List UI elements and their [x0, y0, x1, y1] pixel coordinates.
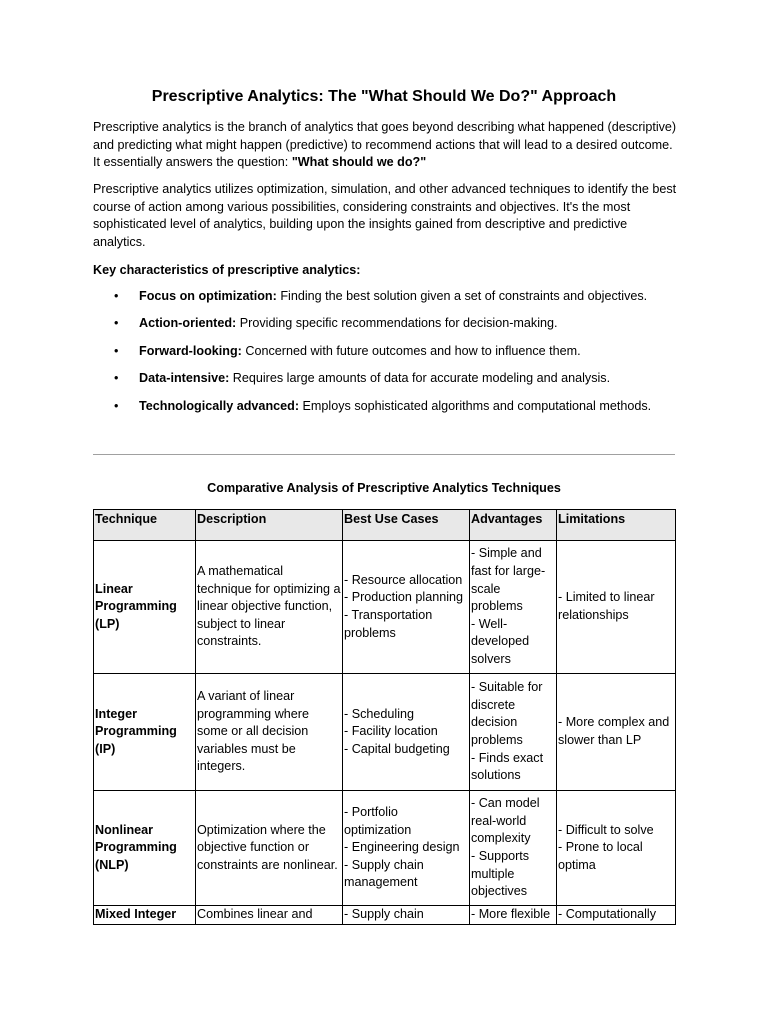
document-title: Prescriptive Analytics: The "What Should We Do?" Approach	[151, 88, 617, 105]
bullet-icon: •	[114, 343, 119, 358]
characteristic-label: Technologically advanced:	[139, 398, 300, 413]
header-use-cases: Best Use Cases	[343, 510, 470, 541]
technique-cell: Linear Programming (LP)	[94, 541, 196, 674]
characteristic-label: Forward-looking:	[139, 343, 242, 358]
description-cell: Combines linear and	[196, 906, 343, 925]
bullet-icon: •	[114, 398, 119, 413]
use-cases-cell	[343, 791, 470, 906]
techniques-table	[93, 509, 676, 925]
header-description: Description	[196, 510, 343, 541]
bullet-icon: •	[114, 289, 119, 303]
description-cell: Optimization where the objective function or constraints are nonlinear.	[196, 791, 343, 906]
cell-line: - Prone to local optima	[558, 840, 643, 872]
limitations-cell	[557, 906, 676, 925]
cell-line: - More complex and slower than LP	[558, 715, 670, 747]
characteristic-text: Concerned with future outcomes and how to influence them.	[241, 343, 581, 358]
cell-line: - Simple and fast for large-scale problems	[471, 546, 546, 614]
characteristic-label: Action-oriented:	[139, 316, 237, 331]
bullet-icon: •	[114, 371, 119, 386]
cell-line: - Suitable for discrete decision problems	[471, 680, 543, 747]
table-caption: Comparative Analysis of Prescriptive Analytics Techniques	[207, 481, 561, 495]
cell-line: - Supply chain management	[344, 857, 424, 890]
cell-line: - More flexible	[471, 907, 551, 922]
characteristic-text: Requires large amounts of data for accurate modeling and analysis.	[229, 371, 611, 386]
characteristic-label: Focus on optimization:	[139, 289, 277, 303]
technique-cell: Mixed Integer	[94, 906, 196, 925]
header-limitations: Limitations	[557, 510, 676, 541]
cell-line: - Engineering design	[344, 840, 460, 855]
table-row	[94, 906, 676, 925]
table-row	[94, 791, 676, 906]
technique-cell: Integer Programming (IP)	[94, 674, 196, 791]
advantages-cell	[470, 791, 557, 906]
overview-paragraph: Prescriptive analytics utilizes optimization, simulation, and other advanced techniques to identify the best course of action among various possibilities, considering constraints and objectives. It's the most sophisticated level of analytics, building upon the insights gained from descriptive and predictive analytics.	[93, 182, 677, 249]
characteristic-text: Providing specific recommendations for decision-making.	[236, 316, 558, 331]
limitations-cell	[557, 674, 676, 791]
use-cases-cell	[343, 541, 470, 674]
advantages-cell	[470, 541, 557, 674]
header-technique: Technique	[94, 510, 196, 541]
cell-line: - Facility location	[344, 724, 438, 739]
cell-line: - Transportation problems	[344, 608, 433, 640]
cell-line: - Supply chain	[344, 907, 424, 922]
cell-line: - Difficult to solve	[558, 822, 654, 837]
limitations-cell	[557, 791, 676, 906]
cell-line: - Production planning	[344, 590, 464, 605]
advantages-cell	[470, 906, 557, 925]
limitations-cell	[557, 541, 676, 674]
bullet-icon: •	[114, 316, 119, 331]
table-row	[94, 674, 676, 791]
table-header-row	[94, 510, 676, 541]
intro-text: Prescriptive analytics is the branch of analytics that goes beyond describing what happened (descriptive) and predicting what might happen (predictive) to recommend actions that will lead to a desired outcome. It essentially answers the question:	[93, 120, 677, 169]
technique-cell: Nonlinear Programming (NLP)	[94, 791, 196, 906]
characteristic-text: Employs sophisticated algorithms and computational methods.	[299, 398, 652, 413]
advantages-cell	[470, 674, 557, 791]
characteristics-heading: Key characteristics of prescriptive analytics:	[93, 263, 361, 277]
use-cases-cell	[343, 906, 470, 925]
cell-line: - Limited to linear relationships	[558, 590, 655, 622]
characteristic-label: Data-intensive:	[139, 371, 230, 386]
cell-line: - Can model real-world complexity	[471, 796, 540, 846]
cell-line: - Resource allocation	[344, 572, 463, 587]
intro-emphasis: "What should we do?"	[291, 155, 427, 169]
description-cell: A variant of linear programming where some or all decision variables must be integers.	[196, 674, 343, 791]
cell-line: - Supports multiple objectives	[471, 849, 530, 899]
cell-line: - Capital budgeting	[344, 741, 450, 756]
table-row	[94, 541, 676, 674]
cell-line: - Well-developed solvers	[471, 616, 530, 666]
cell-line: - Scheduling	[344, 706, 415, 721]
header-advantages: Advantages	[470, 510, 557, 541]
characteristic-text: Finding the best solution given a set of constraints and objectives.	[276, 289, 648, 303]
cell-line: - Portfolio optimization	[344, 805, 412, 837]
cell-line: - Finds exact solutions	[471, 750, 544, 783]
use-cases-cell	[343, 674, 470, 791]
description-cell: A mathematical technique for optimizing a linear objective function, subject to linear constraints.	[196, 541, 343, 674]
cell-line: - Computationally	[558, 907, 656, 922]
